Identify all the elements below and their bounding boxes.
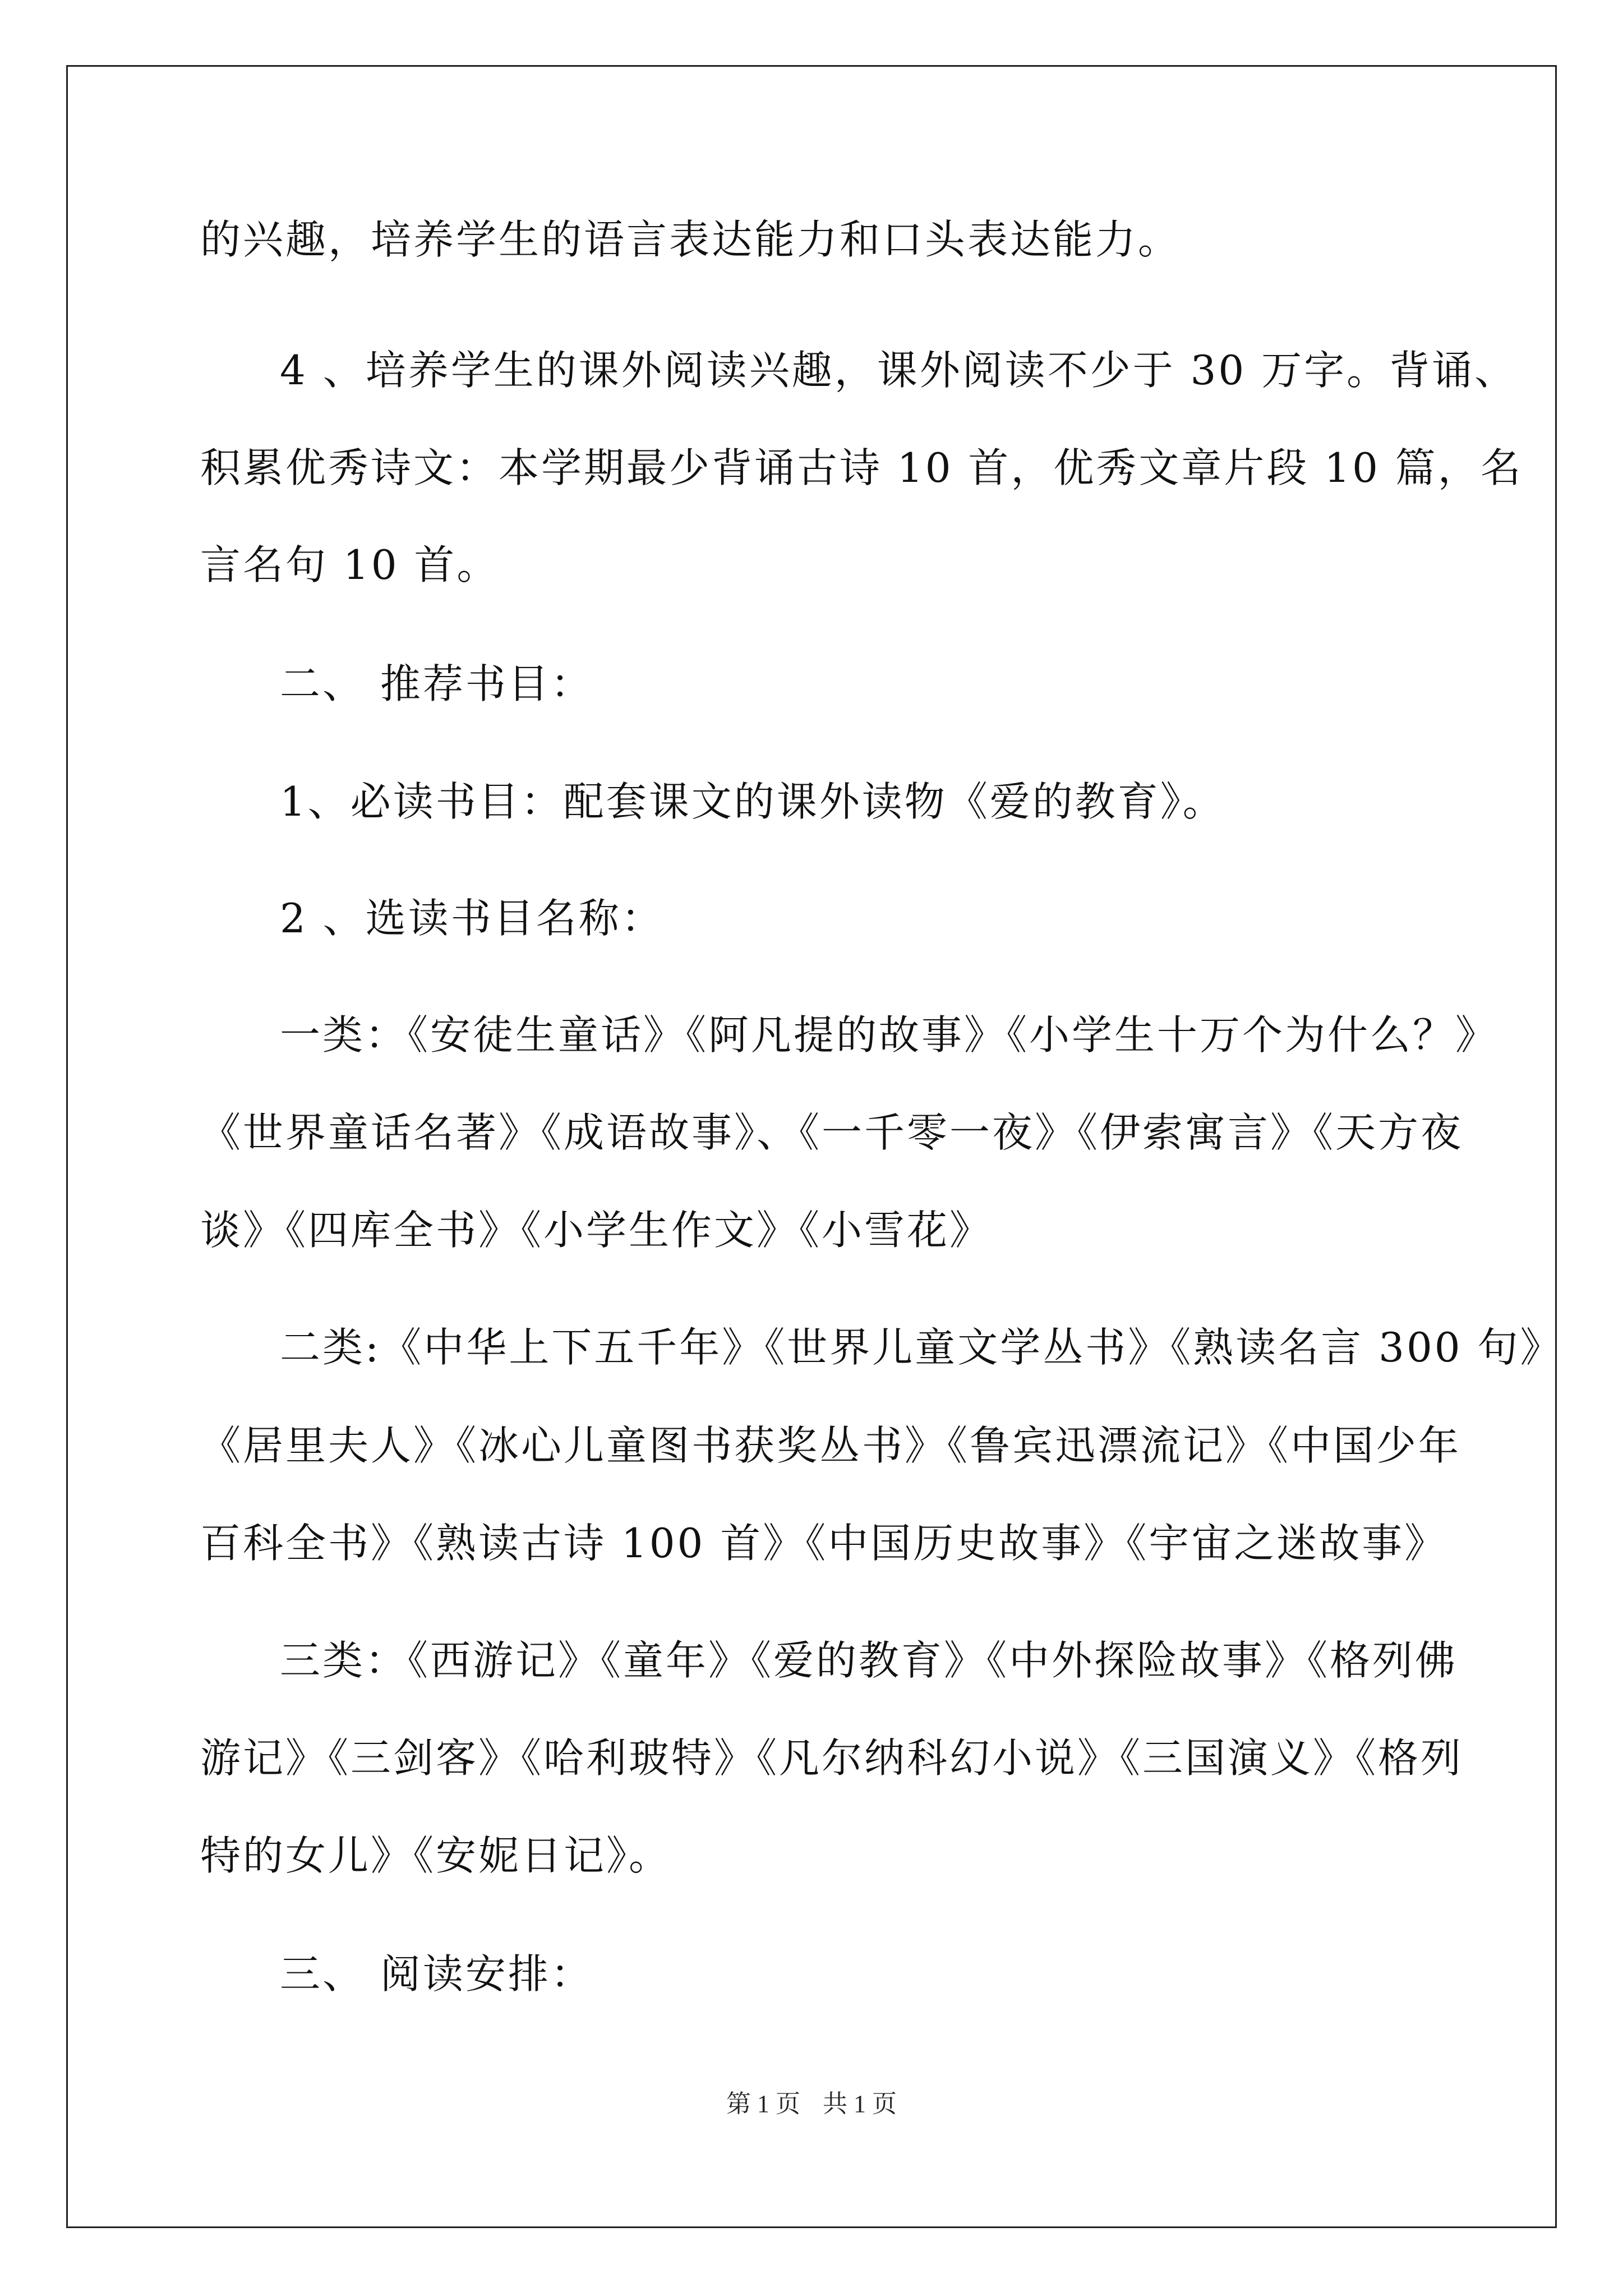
page-total: 共 1 页 [823,2090,897,2118]
text-line: 言名句 10 首。 [200,541,500,588]
text-line: 二类:《中华上下五千年》《世界儿童文学丛书》《熟读名言 300 句》 [280,1324,1563,1371]
section-heading: 三、 阅读安排： [280,1950,593,1998]
text-line: 百科全书》《熟读古诗 100 首》《中国历史故事》《宇宙之迷故事》 [200,1520,1447,1567]
page-number: 第 1 页 [726,2090,800,2118]
text-line: 2 、选读书目名称： [280,895,664,942]
text-line: 积累优秀诗文：本学期最少背诵古诗 10 首，优秀文章片段 10 篇，名 [200,444,1523,491]
text-line: 的兴趣，培养学生的语言表达能力和口头表达能力。 [200,216,1181,263]
text-line: 《居里夫人》《冰心儿童图书获奖丛书》《鲁宾迅漂流记》《中国少年 [200,1422,1461,1469]
page-footer [0,2088,1623,2120]
section-heading: 二、 推荐书目： [280,660,593,707]
text-line: 游记》《三剑客》《哈利玻特》《凡尔纳科幻小说》《三国演义》《格列 [200,1734,1464,1782]
text-line: 特的女儿》《安妮日记》。 [200,1832,672,1879]
text-line: 三类：《西游记》《童年》《爱的教育》《中外探险故事》《格列佛 [280,1637,1458,1684]
text-line: 1、必读书目：配套课文的课外读物《爱的教育》。 [280,778,1225,825]
text-line: 一类：《安徒生童话》《阿凡提的故事》《小学生十万个为什么？》 [280,1011,1498,1059]
text-line: 谈》《四库全书》《小学生作文》《小雪花》 [200,1207,993,1254]
text-line: 《世界童话名著》《成语故事》、《一千零一夜》《伊索寓言》《天方夜 [200,1109,1464,1156]
text-line: 4 、培养学生的课外阅读兴趣，课外阅读不少于 30 万字。背诵、 [280,347,1518,394]
